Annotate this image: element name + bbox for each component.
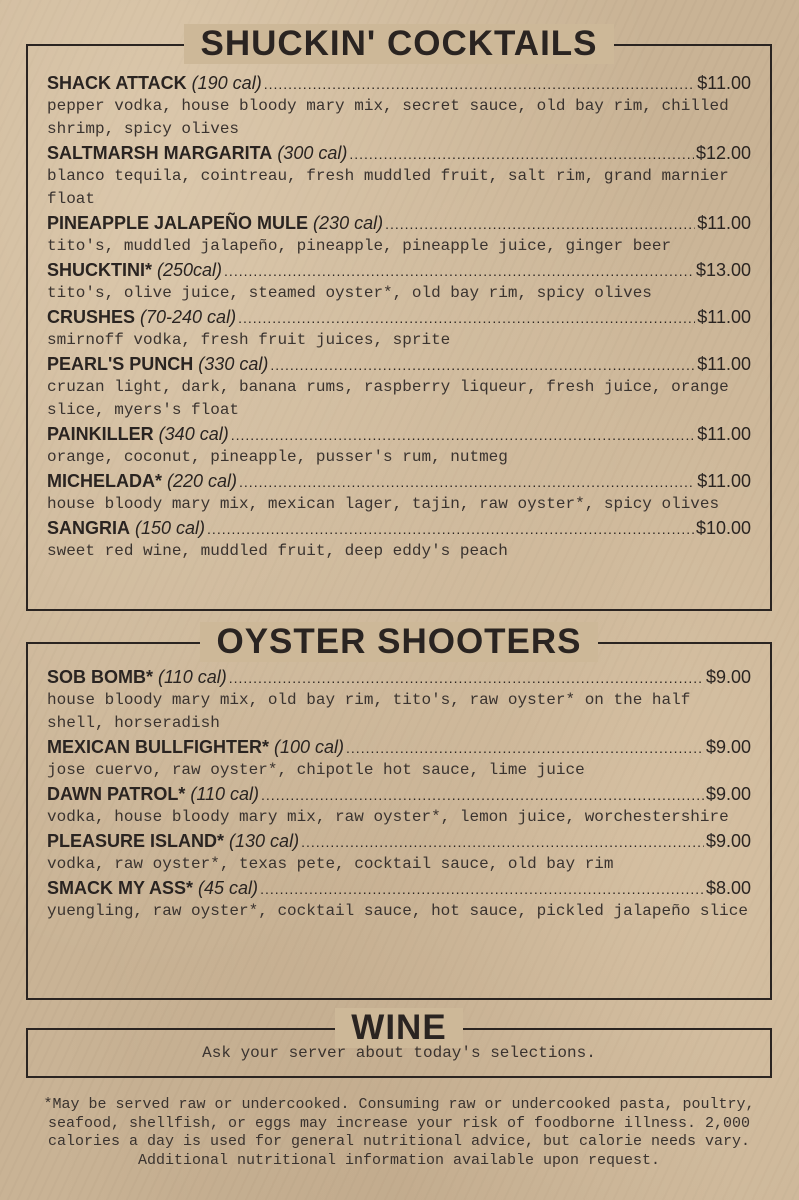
shooters-section: [26, 622, 772, 1000]
menu-item: [47, 142, 751, 211]
menu-item-description: sweet red wine, muddled fruit, deep eddy's peach: [47, 542, 508, 560]
dot-leader: [385, 212, 695, 235]
menu-item-description: house bloody mary mix, mexican lager, tajin, raw oyster*, spicy olives: [47, 495, 720, 513]
menu-item-name: MEXICAN BULLFIGHTER*: [47, 737, 269, 757]
menu-item-name: SOB BOMB*: [47, 667, 154, 687]
menu-item-description: orange, coconut, pineapple, pusser's rum, nutmeg: [47, 448, 508, 466]
menu-item-header: [47, 353, 751, 376]
menu-item-name: SANGRIA: [47, 518, 131, 538]
wine-note: Ask your server about today's selections.: [202, 1044, 596, 1062]
menu-item-calories: (110 cal): [158, 667, 227, 687]
menu-item-header: [47, 142, 751, 165]
menu-item-name: SHUCKTINI*: [47, 260, 153, 280]
section-title-cocktails-wrap: [28, 24, 770, 64]
menu-item-price: $11.00: [697, 471, 751, 491]
menu-item: [47, 666, 751, 735]
menu-item: [47, 72, 751, 141]
menu-item-description: cruzan light, dark, banana rums, raspberry liqueur, fresh juice, orange slice, myers's float: [47, 378, 729, 419]
section-title-shooters: OYSTER SHOOTERS: [200, 622, 597, 662]
menu-item-calories: (300 cal): [277, 143, 348, 163]
section-title-shooters-wrap: [28, 622, 770, 662]
menu-item-name: SHACK ATTACK: [47, 73, 187, 93]
menu-item-description: vodka, house bloody mary mix, raw oyster*, lemon juice, worchestershire: [47, 808, 729, 826]
menu-item-name: CRUSHES: [47, 307, 136, 327]
shooters-list: [47, 666, 751, 924]
menu-item: [47, 212, 751, 258]
menu-item: [47, 736, 751, 782]
menu-item-name: PINEAPPLE JALAPEÑO MULE: [47, 213, 309, 233]
menu-item-calories: (330 cal): [198, 354, 269, 374]
dot-leader: [349, 142, 694, 165]
menu-item-header: [47, 470, 751, 493]
menu-item-header: [47, 306, 751, 329]
dot-leader: [224, 259, 694, 282]
wine-section: [26, 1008, 772, 1078]
menu-item-name: PAINKILLER: [47, 424, 154, 444]
menu-item: [47, 830, 751, 876]
menu-item-name: MICHELADA*: [47, 471, 162, 491]
menu-item-calories: (130 cal): [229, 831, 300, 851]
menu-item-calories: (190 cal): [191, 73, 262, 93]
dot-leader: [346, 736, 704, 759]
menu-item-price: $9.00: [705, 831, 751, 851]
menu-item-description: pepper vodka, house bloody mary mix, secret sauce, old bay rim, chilled shrimp, spicy olives: [47, 97, 729, 138]
menu-item-description: tito's, muddled jalapeño, pineapple, pineapple juice, ginger beer: [47, 237, 672, 255]
menu-item-calories: (70-240 cal): [140, 307, 237, 327]
menu-item-header: [47, 423, 751, 446]
menu-item-name: PLEASURE ISLAND*: [47, 831, 225, 851]
dot-leader: [239, 470, 695, 493]
menu-item-calories: (110 cal): [190, 784, 260, 804]
dot-leader: [261, 783, 704, 806]
menu-item-description: jose cuervo, raw oyster*, chipotle hot sauce, lime juice: [47, 761, 585, 779]
menu-item: [47, 517, 751, 563]
menu-item-header: [47, 877, 751, 900]
menu-item-calories: (45 cal): [198, 878, 259, 898]
menu-item-description: tito's, olive juice, steamed oyster*, old bay rim, spicy olives: [47, 284, 652, 302]
menu-item-price: $11.00: [697, 354, 751, 374]
menu-item: [47, 353, 751, 422]
dot-leader: [301, 830, 704, 853]
menu-item-header: [47, 783, 751, 806]
menu-item-name: SALTMARSH MARGARITA: [47, 143, 273, 163]
menu-item-description: smirnoff vodka, fresh fruit juices, sprite: [47, 331, 451, 349]
dot-leader: [238, 306, 695, 329]
menu-item-price: $9.00: [705, 667, 751, 687]
menu-item-price: $13.00: [695, 260, 751, 280]
dot-leader: [270, 353, 695, 376]
menu-item-calories: (220 cal): [167, 471, 238, 491]
menu-item-price: $10.00: [695, 518, 751, 538]
menu-item-description: vodka, raw oyster*, texas pete, cocktail sauce, old bay rim: [47, 855, 614, 873]
menu-item-header: [47, 517, 751, 540]
menu-item: [47, 470, 751, 516]
menu-item-price: $9.00: [705, 737, 751, 757]
menu-item-price: $11.00: [697, 424, 751, 444]
cocktails-section: [26, 24, 772, 611]
menu-item-price: $9.00: [705, 784, 751, 804]
section-title-wine: WINE: [335, 1008, 462, 1048]
menu-item-calories: (230 cal): [313, 213, 384, 233]
section-title-wine-wrap: [28, 1008, 770, 1048]
menu-item-description: yuengling, raw oyster*, cocktail sauce, hot sauce, pickled jalapeño slice: [47, 902, 748, 920]
dot-leader: [229, 666, 704, 689]
cocktails-list: [47, 72, 751, 564]
menu-item-header: [47, 830, 751, 853]
menu-item-price: $11.00: [697, 213, 751, 233]
footer-disclaimer: *May be served raw or undercooked. Consuming raw or undercooked pasta, poultry, seafood, shellfish, or eggs may increase your risk of foodborne illness. 2,000 calories a day is used for general nutritional advice, but calorie needs vary. Additional nutritional information available upon request.: [43, 1096, 755, 1169]
menu-item-header: [47, 72, 751, 95]
menu-item-header: [47, 736, 751, 759]
menu-item-description: house bloody mary mix, old bay rim, tito's, raw oyster* on the half shell, horseradish: [47, 691, 691, 732]
menu-item-price: $12.00: [695, 143, 751, 163]
menu-item-calories: (340 cal): [158, 424, 229, 444]
menu-item-header: [47, 212, 751, 235]
menu-item-header: [47, 259, 751, 282]
menu-item: [47, 783, 751, 829]
menu-item-price: $11.00: [697, 307, 751, 327]
menu-item-price: $11.00: [697, 73, 751, 93]
menu-item: [47, 306, 751, 352]
menu-item-name: SMACK MY ASS*: [47, 878, 194, 898]
menu-item-name: PEARL'S PUNCH: [47, 354, 194, 374]
menu-item-header: [47, 666, 751, 689]
menu-item: [47, 423, 751, 469]
menu-item-price: $8.00: [705, 878, 751, 898]
menu-item-calories: (150 cal): [135, 518, 206, 538]
menu-item: [47, 877, 751, 923]
dot-leader: [231, 423, 696, 446]
dot-leader: [260, 877, 704, 900]
menu-item-description: blanco tequila, cointreau, fresh muddled fruit, salt rim, grand marnier float: [47, 167, 729, 208]
menu-item-name: DAWN PATROL*: [47, 784, 186, 804]
menu-item: [47, 259, 751, 305]
menu-item-calories: (250cal): [157, 260, 223, 280]
dot-leader: [264, 72, 696, 95]
section-title-cocktails: SHUCKIN' COCKTAILS: [184, 24, 613, 64]
dot-leader: [207, 517, 694, 540]
menu-item-calories: (100 cal): [274, 737, 345, 757]
